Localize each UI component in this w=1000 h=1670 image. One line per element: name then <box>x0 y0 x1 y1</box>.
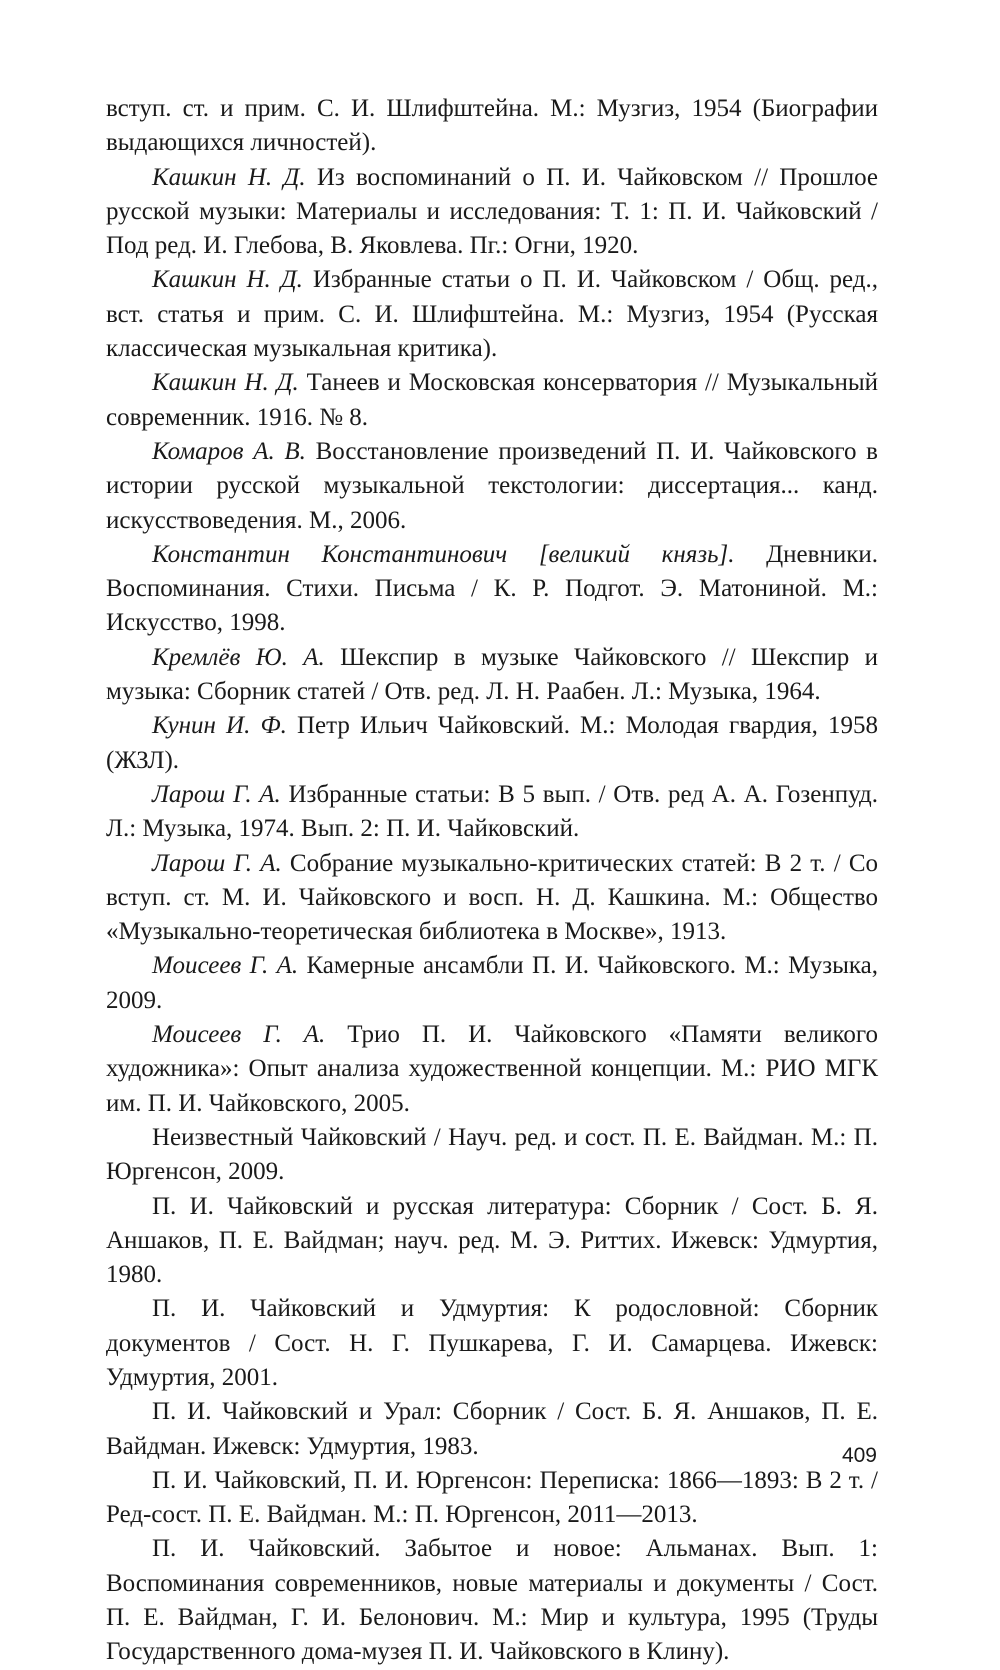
entry-text: вступ. ст. и прим. С. И. Шлифштейна. М.: Музгиз, 1954 (Биографии выдающихся личностей). <box>106 95 878 157</box>
bibliography-entry <box>106 1190 878 1293</box>
entry-text: Из воспоминаний о П. И. Чайковском // Прошлое русской музыки: Материалы и исследования: Т. 1: П. И. Чайковский / Под ред. И. Глебова, В. Яковлева. Пг.: Огни, 1920. <box>106 163 878 260</box>
bibliography-entry <box>106 366 878 435</box>
bibliography-entry <box>106 709 878 778</box>
bibliography-entry <box>106 161 878 264</box>
entry-text: Петр Ильич Чайковский. М.: Молодая гвардия, 1958 (ЖЗЛ). <box>106 712 879 774</box>
bibliography-entry <box>106 1464 878 1533</box>
entry-text: Неизвестный Чайковский / Науч. ред. и сост. П. Е. Вайдман. М.: П. Юргенсон, 2009. <box>106 1123 878 1186</box>
entry-text: П. И. Чайковский и русская литература: Сборник / Сост. Б. Я. Аншаков, П. Е. Вайдман; науч. ред. М. Э. Риттих. Ижевск: Удмуртия, 1980. <box>106 1192 878 1289</box>
entry-author: Моисеев Г. А. <box>152 952 299 980</box>
bibliography-entry <box>106 1121 878 1190</box>
entry-author: Кашкин Н. Д. <box>152 163 306 191</box>
bibliography-page <box>106 92 878 1670</box>
entry-author: Моисеев Г. А. <box>152 1021 326 1049</box>
entry-text: Танеев и Московская консерватория // Музыкальный современник. 1916. № 8. <box>106 369 878 431</box>
bibliography-entry <box>106 1292 878 1395</box>
entry-author: Кунин И. Ф. <box>152 712 287 740</box>
entry-text: П. И. Чайковский и Урал: Сборник / Сост. Б. Я. Аншаков, П. Е. Вайдман. Ижевск: Удмуртия, 1983. <box>106 1398 878 1460</box>
entry-text: Камерные ансамбли П. И. Чайковского. М.: Музыка, 2009. <box>106 952 878 1014</box>
bibliography-entry <box>106 778 878 847</box>
bibliography-entry <box>106 263 878 366</box>
bibliography-entry <box>106 949 878 1018</box>
entry-text: Шекспир в музыке Чайковского // Шекспир и музыка: Сборник статей / Отв. ред. Л. Н. Раабен. Л.: Музыка, 1964. <box>106 643 878 706</box>
entry-text: П. И. Чайковский, П. И. Юргенсон: Переписка: 1866—1893: В 2 т. / Ред-сост. П. Е. Вайдман. М.: П. Юргенсон, 2011—2013. <box>106 1466 878 1529</box>
entry-text: Избранные статьи о П. И. Чайковском / Общ. ред., вст. статья и прим. С. И. Шлифштейна. М.: Музгиз, 1954 (Русская классическая музыкальная критика). <box>106 266 878 363</box>
bibliography-entry <box>106 641 878 710</box>
bibliography-entry <box>106 92 878 161</box>
bibliography-entry <box>106 847 878 950</box>
entry-text: П. И. Чайковский и Удмуртия: К родословной: Сборник документов / Сост. Н. Г. Пушкарева, Г. И. Самарцева. Ижевск: Удмуртия, 2001. <box>106 1295 878 1391</box>
entry-author: Ларош Г. А. <box>152 780 281 808</box>
entry-author: Кашкин Н. Д. <box>152 369 299 397</box>
entry-author: Кремлёв Ю. А. <box>152 643 325 671</box>
bibliography-entry <box>106 1395 878 1464</box>
bibliography-entry <box>106 435 878 538</box>
entry-text: Восстановление произведений П. И. Чайковского в истории русской музыкальной текстологии: диссертация... канд. искусствоведения. М., 2006. <box>106 437 878 534</box>
bibliography-entry <box>106 1018 878 1121</box>
bibliography-entry <box>106 1532 878 1669</box>
entry-author: Ларош Г. А. <box>152 849 282 877</box>
entry-text: Дневники. Воспоминания. Стихи. Письма / К. Р. Подгот. Э. Матониной. М.: Искусство, 1998. <box>106 540 878 637</box>
entry-author: Константин Константинович [великий князь]. <box>152 540 735 568</box>
bibliography-entry <box>106 538 878 641</box>
entry-author: Комаров А. В. <box>152 437 306 465</box>
entry-text: П. И. Чайковский. Забытое и новое: Альманах. Вып. 1: Воспоминания современников, новые материалы и документы / Сост. П. Е. Вайдман, Г. И. Белонович. М.: Мир и культура, 1995 (Труды Государственного дома-музея П. И. Чайковского в Клину). <box>106 1535 878 1666</box>
entry-author: Кашкин Н. Д. <box>152 266 303 294</box>
entry-text: Избранные статьи: В 5 вып. / Отв. ред А. А. Гозенпуд. Л.: Музыка, 1974. Вып. 2: П. И. Чайковский. <box>106 780 879 843</box>
entry-text: Собрание музыкально-критических статей: В 2 т. / Со вступ. ст. М. И. Чайковского и восп. Н. Д. Кашкина. М.: Общество «Музыкально-теоретическая библиотека в Москве», 1913. <box>106 849 878 946</box>
entry-text: Трио П. И. Чайковского «Памяти великого художника»: Опыт анализа художественной концепции. М.: РИО МГК им. П. И. Чайковского, 2005. <box>106 1021 878 1117</box>
page-number: 409 <box>841 1444 877 1467</box>
